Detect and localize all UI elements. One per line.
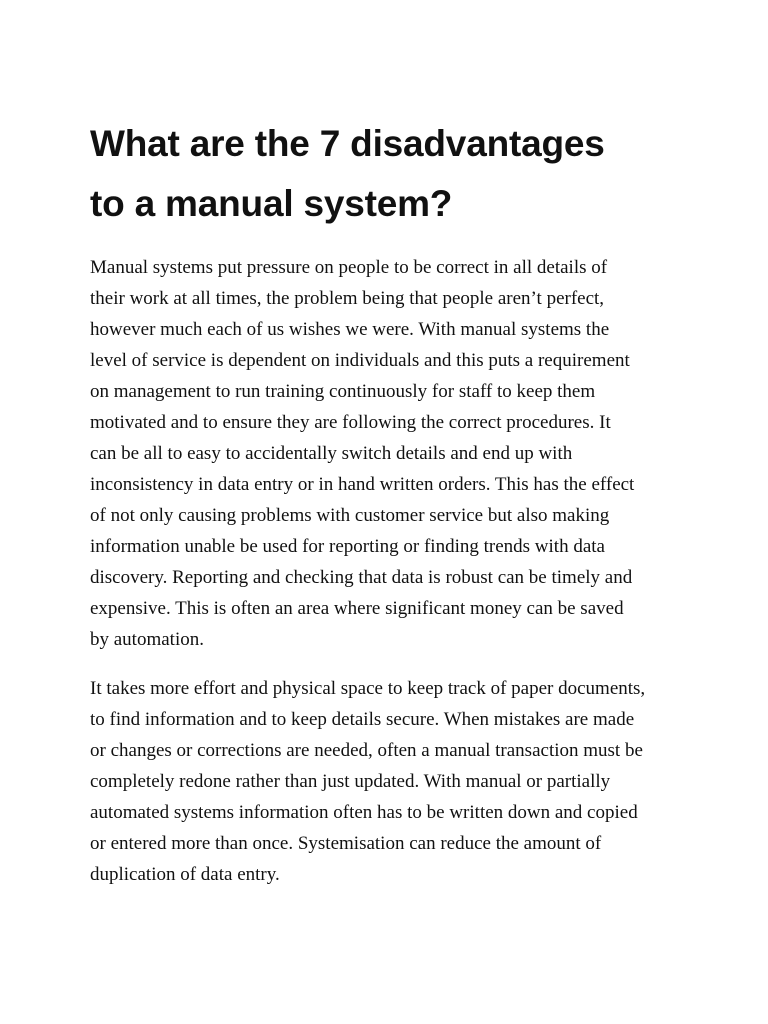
text-line: their work at all times, the problem being that people aren’t perfect, <box>90 288 605 309</box>
text-line: completely redone rather than just updated. With manual or partially <box>90 771 611 792</box>
text-line: on management to run training continuously for staff to keep them <box>90 381 596 402</box>
text-line: automated systems information often has to be written down and copied <box>90 802 638 823</box>
document-title <box>90 114 690 234</box>
text-line: Manual systems put pressure on people to be correct in all details of <box>90 257 608 278</box>
text-line: It takes more effort and physical space to keep track of paper documents, <box>90 678 646 699</box>
text-line: discovery. Reporting and checking that data is robust can be timely and <box>90 567 633 588</box>
text-line: information unable be used for reporting or finding trends with data <box>90 536 605 557</box>
title-line: What are the 7 disadvantages <box>90 123 605 164</box>
text-line: inconsistency in data entry or in hand written orders. This has the effect <box>90 474 635 495</box>
text-line: however much each of us wishes we were. With manual systems the <box>90 319 610 340</box>
text-line: can be all to easy to accidentally switch details and end up with <box>90 443 573 464</box>
text-line: level of service is dependent on individuals and this puts a requirement <box>90 350 630 371</box>
text-line: by automation. <box>90 629 204 650</box>
text-line: to find information and to keep details secure. When mistakes are made <box>90 709 635 730</box>
text-line: or entered more than once. Systemisation can reduce the amount of <box>90 833 602 854</box>
paragraph-manual-pressure <box>90 252 690 655</box>
text-line: expensive. This is often an area where significant money can be saved <box>90 598 624 619</box>
text-line: of not only causing problems with customer service but also making <box>90 505 610 526</box>
text-line: motivated and to ensure they are following the correct procedures. It <box>90 412 611 433</box>
text-line: or changes or corrections are needed, often a manual transaction must be <box>90 740 643 761</box>
text-line: duplication of data entry. <box>90 864 280 885</box>
title-line: to a manual system? <box>90 183 453 224</box>
paragraph-paper-effort <box>90 673 690 890</box>
